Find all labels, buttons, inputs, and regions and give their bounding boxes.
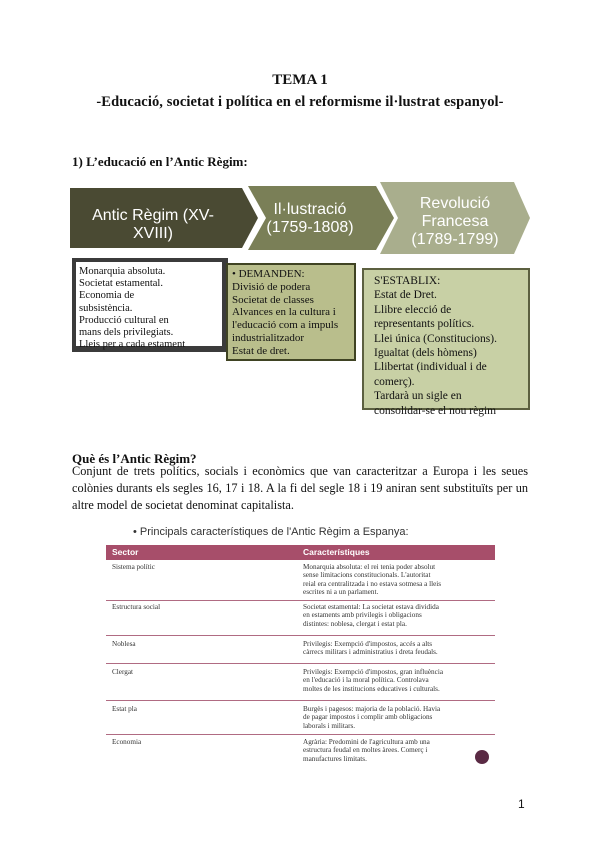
timeline-stage-3-label: Revolució Francesa (1789-1799) (411, 195, 499, 248)
document-subtitle: -Educació, societat i política en el reformisme il·lustrat espanyol- (96, 94, 504, 110)
row-divider (106, 700, 495, 701)
column-header-sector: Sector (112, 547, 139, 557)
row-divider (106, 663, 495, 664)
question-paragraph: Conjunt de trets polítics, socials i econòmics que van caracteritzar a Europa i les seues colònies durants els segles 16, 17 i 18. A la fi del segle 18 i 19 aniran sent substituïts per un altre model de societat denominat capitalista. (72, 464, 528, 512)
section-heading: 1) L’educació en l’Antic Règim: (72, 154, 248, 169)
revolucio-box: S'ESTABLIX: Estat de Dret. Llibre elecció de representants polítics. Llei única (Constitucions). Igualtat (dels hòmens) Llibertat (individual i de comerç). Tardarà un sigle en consolidar-se el nou règim (362, 268, 530, 410)
timeline-stage-2-label: Il·lustració (1759-1808) (266, 201, 354, 236)
question-heading: Què és l’Antic Règim? (72, 451, 197, 466)
characteristics-table: Sector Característiques Sistema polític Monarquia absoluta: el rei tenia poder absolut sense limitacions constitucionals. L'autoritat reial era centralitzada i no estava sotmesa a lleis escrites ni a un parlament. Estructura social Societat estamental: La societat estava dividida en estaments amb privilegis i obligacions distintes: noblesa, clergat i estat pla. Noblesa Privilegis: Exempció d'impostos, accés a alts càrrecs militars i administratius i dreta feudals. Clergat Privilegis: Exempció d'impostos, gran influència en l'educació i la moral política. Controlava moltes de les institucions educatives i culturals. Estat pla Burgès i pagesos: majoria de la població. Havia de pagar impostos i complir amb obligacions laborals i militars. Economia Agrària: Predomini de l'agricultura amb una estructura feudal en moltes àrees. Comerç i manufactures limitats. (106, 545, 495, 765)
antic-regim-box: Monarquia absoluta. Societat estamental. Economia de subsistència. Producció cultural en mans dels privilegiats. Lleis per a cada estament (76, 262, 222, 346)
row-divider (106, 734, 495, 735)
column-header-characteristics: Característiques (303, 547, 370, 557)
decorative-dot-icon (475, 750, 489, 764)
illustracio-box: • DEMANDEN: Divisió de podera Societat de classes Alvances en la cultura i l'educació com a impuls industrialitzador Estat de dret. (226, 263, 356, 361)
timeline-stage-1-label: Antic Règim (XV- XVIII) (92, 207, 214, 242)
row-divider (106, 635, 495, 636)
page-number: 1 (518, 797, 525, 811)
table-caption: • Principals característiques de l'Antic Règim a Espanya: (133, 526, 409, 538)
document-title: TEMA 1 (272, 72, 328, 88)
row-divider (106, 600, 495, 601)
table-header (106, 545, 495, 560)
